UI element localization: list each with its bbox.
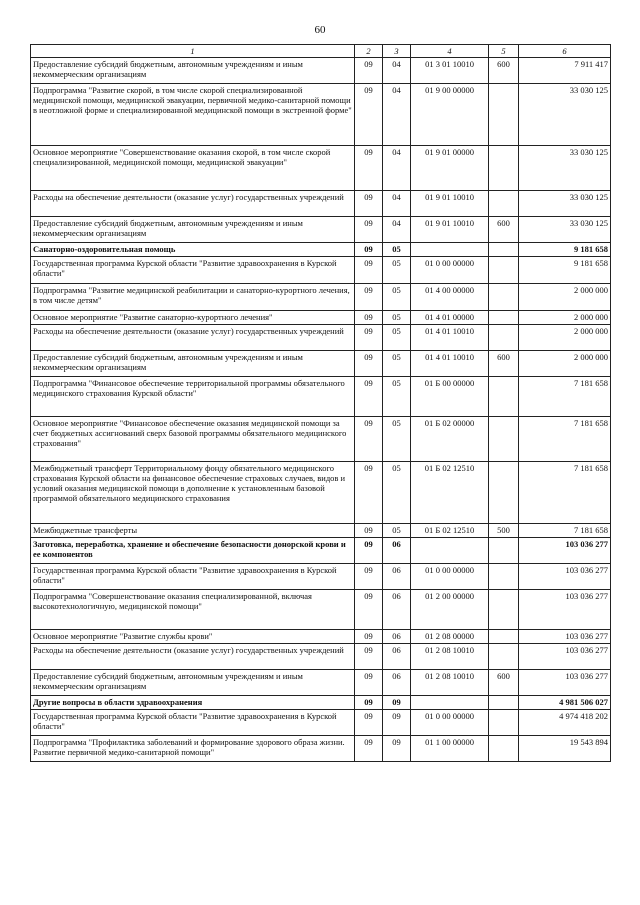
header-col-4: 4 [411, 45, 489, 58]
row-subsection: 09 [383, 710, 411, 736]
row-expense-type: 600 [489, 670, 519, 696]
header-row [31, 45, 611, 58]
row-target-code: 01 0 00 00000 [411, 564, 489, 590]
row-subsection: 06 [383, 630, 411, 644]
row-section: 09 [355, 311, 383, 325]
row-amount: 19 543 894 [519, 736, 611, 762]
row-target-code [411, 243, 489, 257]
table-row [31, 257, 611, 284]
table-row [31, 670, 611, 696]
row-section: 09 [355, 462, 383, 524]
row-expense-type [489, 325, 519, 351]
row-section: 09 [355, 84, 383, 146]
row-target-code: 01 Б 02 12510 [411, 524, 489, 538]
row-subsection: 09 [383, 696, 411, 710]
table-body [31, 58, 611, 762]
table-row [31, 564, 611, 590]
row-amount: 2 000 000 [519, 311, 611, 325]
row-amount: 4 974 418 202 [519, 710, 611, 736]
table-row [31, 284, 611, 311]
row-amount: 103 036 277 [519, 564, 611, 590]
row-amount: 7 181 658 [519, 377, 611, 417]
row-subsection: 04 [383, 84, 411, 146]
row-subsection: 04 [383, 58, 411, 84]
row-amount: 33 030 125 [519, 146, 611, 191]
table-row [31, 243, 611, 257]
table-row [31, 630, 611, 644]
row-subsection: 05 [383, 524, 411, 538]
header-col-1: 1 [31, 45, 355, 58]
row-expense-type [489, 644, 519, 670]
row-target-code: 01 Б 02 12510 [411, 462, 489, 524]
row-section: 09 [355, 146, 383, 191]
row-expense-type [489, 538, 519, 564]
row-subsection: 06 [383, 644, 411, 670]
row-expense-type [489, 462, 519, 524]
row-expense-type [489, 590, 519, 630]
row-subsection: 06 [383, 538, 411, 564]
table-row [31, 191, 611, 217]
row-amount: 4 981 506 027 [519, 696, 611, 710]
row-amount: 9 181 658 [519, 243, 611, 257]
row-section: 09 [355, 630, 383, 644]
row-name: Предоставление субсидий бюджетным, автономным учреждениям и иным некоммерческим организациям [31, 58, 355, 84]
table-row [31, 351, 611, 377]
row-section: 09 [355, 257, 383, 284]
row-section: 09 [355, 644, 383, 670]
header-col-6: 6 [519, 45, 611, 58]
row-target-code: 01 2 08 10010 [411, 644, 489, 670]
row-target-code: 01 4 01 00000 [411, 311, 489, 325]
row-target-code: 01 9 00 00000 [411, 84, 489, 146]
row-subsection: 06 [383, 670, 411, 696]
table-row [31, 311, 611, 325]
row-expense-type [489, 564, 519, 590]
row-amount: 7 911 417 [519, 58, 611, 84]
row-section: 09 [355, 284, 383, 311]
table-row [31, 524, 611, 538]
table-row [31, 217, 611, 243]
row-expense-type [489, 311, 519, 325]
row-expense-type [489, 377, 519, 417]
row-subsection: 05 [383, 257, 411, 284]
row-section: 09 [355, 538, 383, 564]
row-name: Подпрограмма "Финансовое обеспечение территориальной программы обязательного медицинского страхования Курской области" [31, 377, 355, 417]
row-amount: 103 036 277 [519, 590, 611, 630]
row-name: Предоставление субсидий бюджетным, автономным учреждениям и иным некоммерческим организациям [31, 217, 355, 243]
row-target-code [411, 538, 489, 564]
row-section: 09 [355, 377, 383, 417]
row-section: 09 [355, 710, 383, 736]
row-section: 09 [355, 217, 383, 243]
row-target-code: 01 2 08 10010 [411, 670, 489, 696]
row-target-code: 01 Б 00 00000 [411, 377, 489, 417]
row-expense-type [489, 417, 519, 462]
row-subsection: 05 [383, 462, 411, 524]
row-subsection: 05 [383, 325, 411, 351]
row-target-code: 01 9 01 10010 [411, 217, 489, 243]
row-name: Основное мероприятие "Развитие службы крови" [31, 630, 355, 644]
row-section: 09 [355, 736, 383, 762]
row-name: Государственная программа Курской области "Развитие здравоохранения в Курской области" [31, 710, 355, 736]
row-expense-type [489, 84, 519, 146]
row-subsection: 06 [383, 564, 411, 590]
table-row [31, 146, 611, 191]
row-expense-type [489, 710, 519, 736]
row-target-code: 01 9 01 00000 [411, 146, 489, 191]
row-subsection: 04 [383, 217, 411, 243]
row-name: Предоставление субсидий бюджетным, автономным учреждениям и иным некоммерческим организациям [31, 351, 355, 377]
row-target-code: 01 4 01 10010 [411, 351, 489, 377]
row-subsection: 05 [383, 284, 411, 311]
row-amount: 7 181 658 [519, 524, 611, 538]
row-section: 09 [355, 351, 383, 377]
row-amount: 2 000 000 [519, 351, 611, 377]
row-expense-type [489, 146, 519, 191]
row-name: Межбюджетный трансферт Территориальному фонду обязательного медицинского страхования Курской области на финансовое обеспечение страховых случаев, видов и условий оказания медицинской помощи в дополнение к установленным базовой программой обязательного медицинского страхования [31, 462, 355, 524]
row-expense-type [489, 243, 519, 257]
row-subsection: 06 [383, 590, 411, 630]
row-target-code [411, 696, 489, 710]
row-name: Государственная программа Курской области "Развитие здравоохранения в Курской области" [31, 564, 355, 590]
budget-table [30, 44, 611, 762]
row-expense-type: 600 [489, 58, 519, 84]
row-target-code: 01 1 00 00000 [411, 736, 489, 762]
row-amount: 7 181 658 [519, 462, 611, 524]
row-name: Подпрограмма "Профилактика заболеваний и формирование здорового образа жизни. Развитие первичной медико-санитарной помощи" [31, 736, 355, 762]
row-target-code: 01 Б 02 00000 [411, 417, 489, 462]
row-amount: 103 036 277 [519, 538, 611, 564]
row-amount: 103 036 277 [519, 630, 611, 644]
row-subsection: 05 [383, 311, 411, 325]
row-amount: 9 181 658 [519, 257, 611, 284]
row-name: Подпрограмма "Развитие скорой, в том числе скорой специализированной медицинской помощи, медицинской эвакуации, первичной медико-санитарной помощи в неотложной форме и специализированной медицинской помощи в экстренной форме" [31, 84, 355, 146]
row-expense-type: 600 [489, 217, 519, 243]
row-subsection: 09 [383, 736, 411, 762]
row-target-code: 01 9 01 10010 [411, 191, 489, 217]
row-name: Заготовка, переработка, хранение и обеспечение безопасности донорской крови и ее компонентов [31, 538, 355, 564]
row-subsection: 05 [383, 351, 411, 377]
row-name: Подпрограмма "Совершенствование оказания специализированной, включая высокотехнологичную, медицинской помощи" [31, 590, 355, 630]
row-name: Подпрограмма "Развитие медицинской реабилитации и санаторно-курортного лечения, в том числе детям" [31, 284, 355, 311]
row-expense-type [489, 191, 519, 217]
row-amount: 33 030 125 [519, 84, 611, 146]
table-row [31, 58, 611, 84]
table-row [31, 644, 611, 670]
row-expense-type [489, 736, 519, 762]
table-row [31, 417, 611, 462]
row-name: Основное мероприятие "Совершенствование оказания скорой, в том числе скорой специализированной, медицинской помощи, медицинской эвакуации" [31, 146, 355, 191]
row-section: 09 [355, 417, 383, 462]
header-col-5: 5 [489, 45, 519, 58]
row-name: Санаторно-оздоровительная помощь [31, 243, 355, 257]
row-amount: 2 000 000 [519, 284, 611, 311]
row-expense-type [489, 696, 519, 710]
row-target-code: 01 4 00 00000 [411, 284, 489, 311]
row-amount: 103 036 277 [519, 644, 611, 670]
row-target-code: 01 2 00 00000 [411, 590, 489, 630]
row-expense-type: 500 [489, 524, 519, 538]
table-row [31, 462, 611, 524]
page-number: 60 [314, 24, 326, 36]
table-row [31, 538, 611, 564]
row-name: Основное мероприятие "Развитие санаторно-курортного лечения" [31, 311, 355, 325]
row-section: 09 [355, 670, 383, 696]
row-expense-type: 600 [489, 351, 519, 377]
row-section: 09 [355, 564, 383, 590]
row-subsection: 05 [383, 243, 411, 257]
row-expense-type [489, 630, 519, 644]
row-subsection: 04 [383, 191, 411, 217]
row-subsection: 05 [383, 377, 411, 417]
row-section: 09 [355, 590, 383, 630]
row-target-code: 01 0 00 00000 [411, 710, 489, 736]
row-name: Государственная программа Курской области "Развитие здравоохранения в Курской области" [31, 257, 355, 284]
row-section: 09 [355, 58, 383, 84]
row-section: 09 [355, 191, 383, 217]
row-section: 09 [355, 696, 383, 710]
row-expense-type [489, 257, 519, 284]
row-amount: 103 036 277 [519, 670, 611, 696]
row-section: 09 [355, 243, 383, 257]
row-subsection: 04 [383, 146, 411, 191]
header-col-3: 3 [383, 45, 411, 58]
table-row [31, 84, 611, 146]
row-amount: 33 030 125 [519, 217, 611, 243]
row-section: 09 [355, 524, 383, 538]
row-name: Расходы на обеспечение деятельности (оказание услуг) государственных учреждений [31, 644, 355, 670]
row-amount: 33 030 125 [519, 191, 611, 217]
table-row [31, 710, 611, 736]
row-name: Основное мероприятие "Финансовое обеспечение оказания медицинской помощи за счет бюджетных ассигнований сверх базовой программы обязательного медицинского страхования" [31, 417, 355, 462]
row-amount: 7 181 658 [519, 417, 611, 462]
row-target-code: 01 2 08 00000 [411, 630, 489, 644]
header-col-2: 2 [355, 45, 383, 58]
row-name: Расходы на обеспечение деятельности (оказание услуг) государственных учреждений [31, 191, 355, 217]
row-expense-type [489, 284, 519, 311]
table-row [31, 696, 611, 710]
row-amount: 2 000 000 [519, 325, 611, 351]
row-section: 09 [355, 325, 383, 351]
row-target-code: 01 3 01 10010 [411, 58, 489, 84]
row-target-code: 01 0 00 00000 [411, 257, 489, 284]
row-name: Расходы на обеспечение деятельности (оказание услуг) государственных учреждений [31, 325, 355, 351]
row-name: Предоставление субсидий бюджетным, автономным учреждениям и иным некоммерческим организациям [31, 670, 355, 696]
row-target-code: 01 4 01 10010 [411, 325, 489, 351]
row-subsection: 05 [383, 417, 411, 462]
table-row [31, 736, 611, 762]
row-name: Другие вопросы в области здравоохранения [31, 696, 355, 710]
table-row [31, 325, 611, 351]
row-name: Межбюджетные трансферты [31, 524, 355, 538]
table-row [31, 590, 611, 630]
table-row [31, 377, 611, 417]
